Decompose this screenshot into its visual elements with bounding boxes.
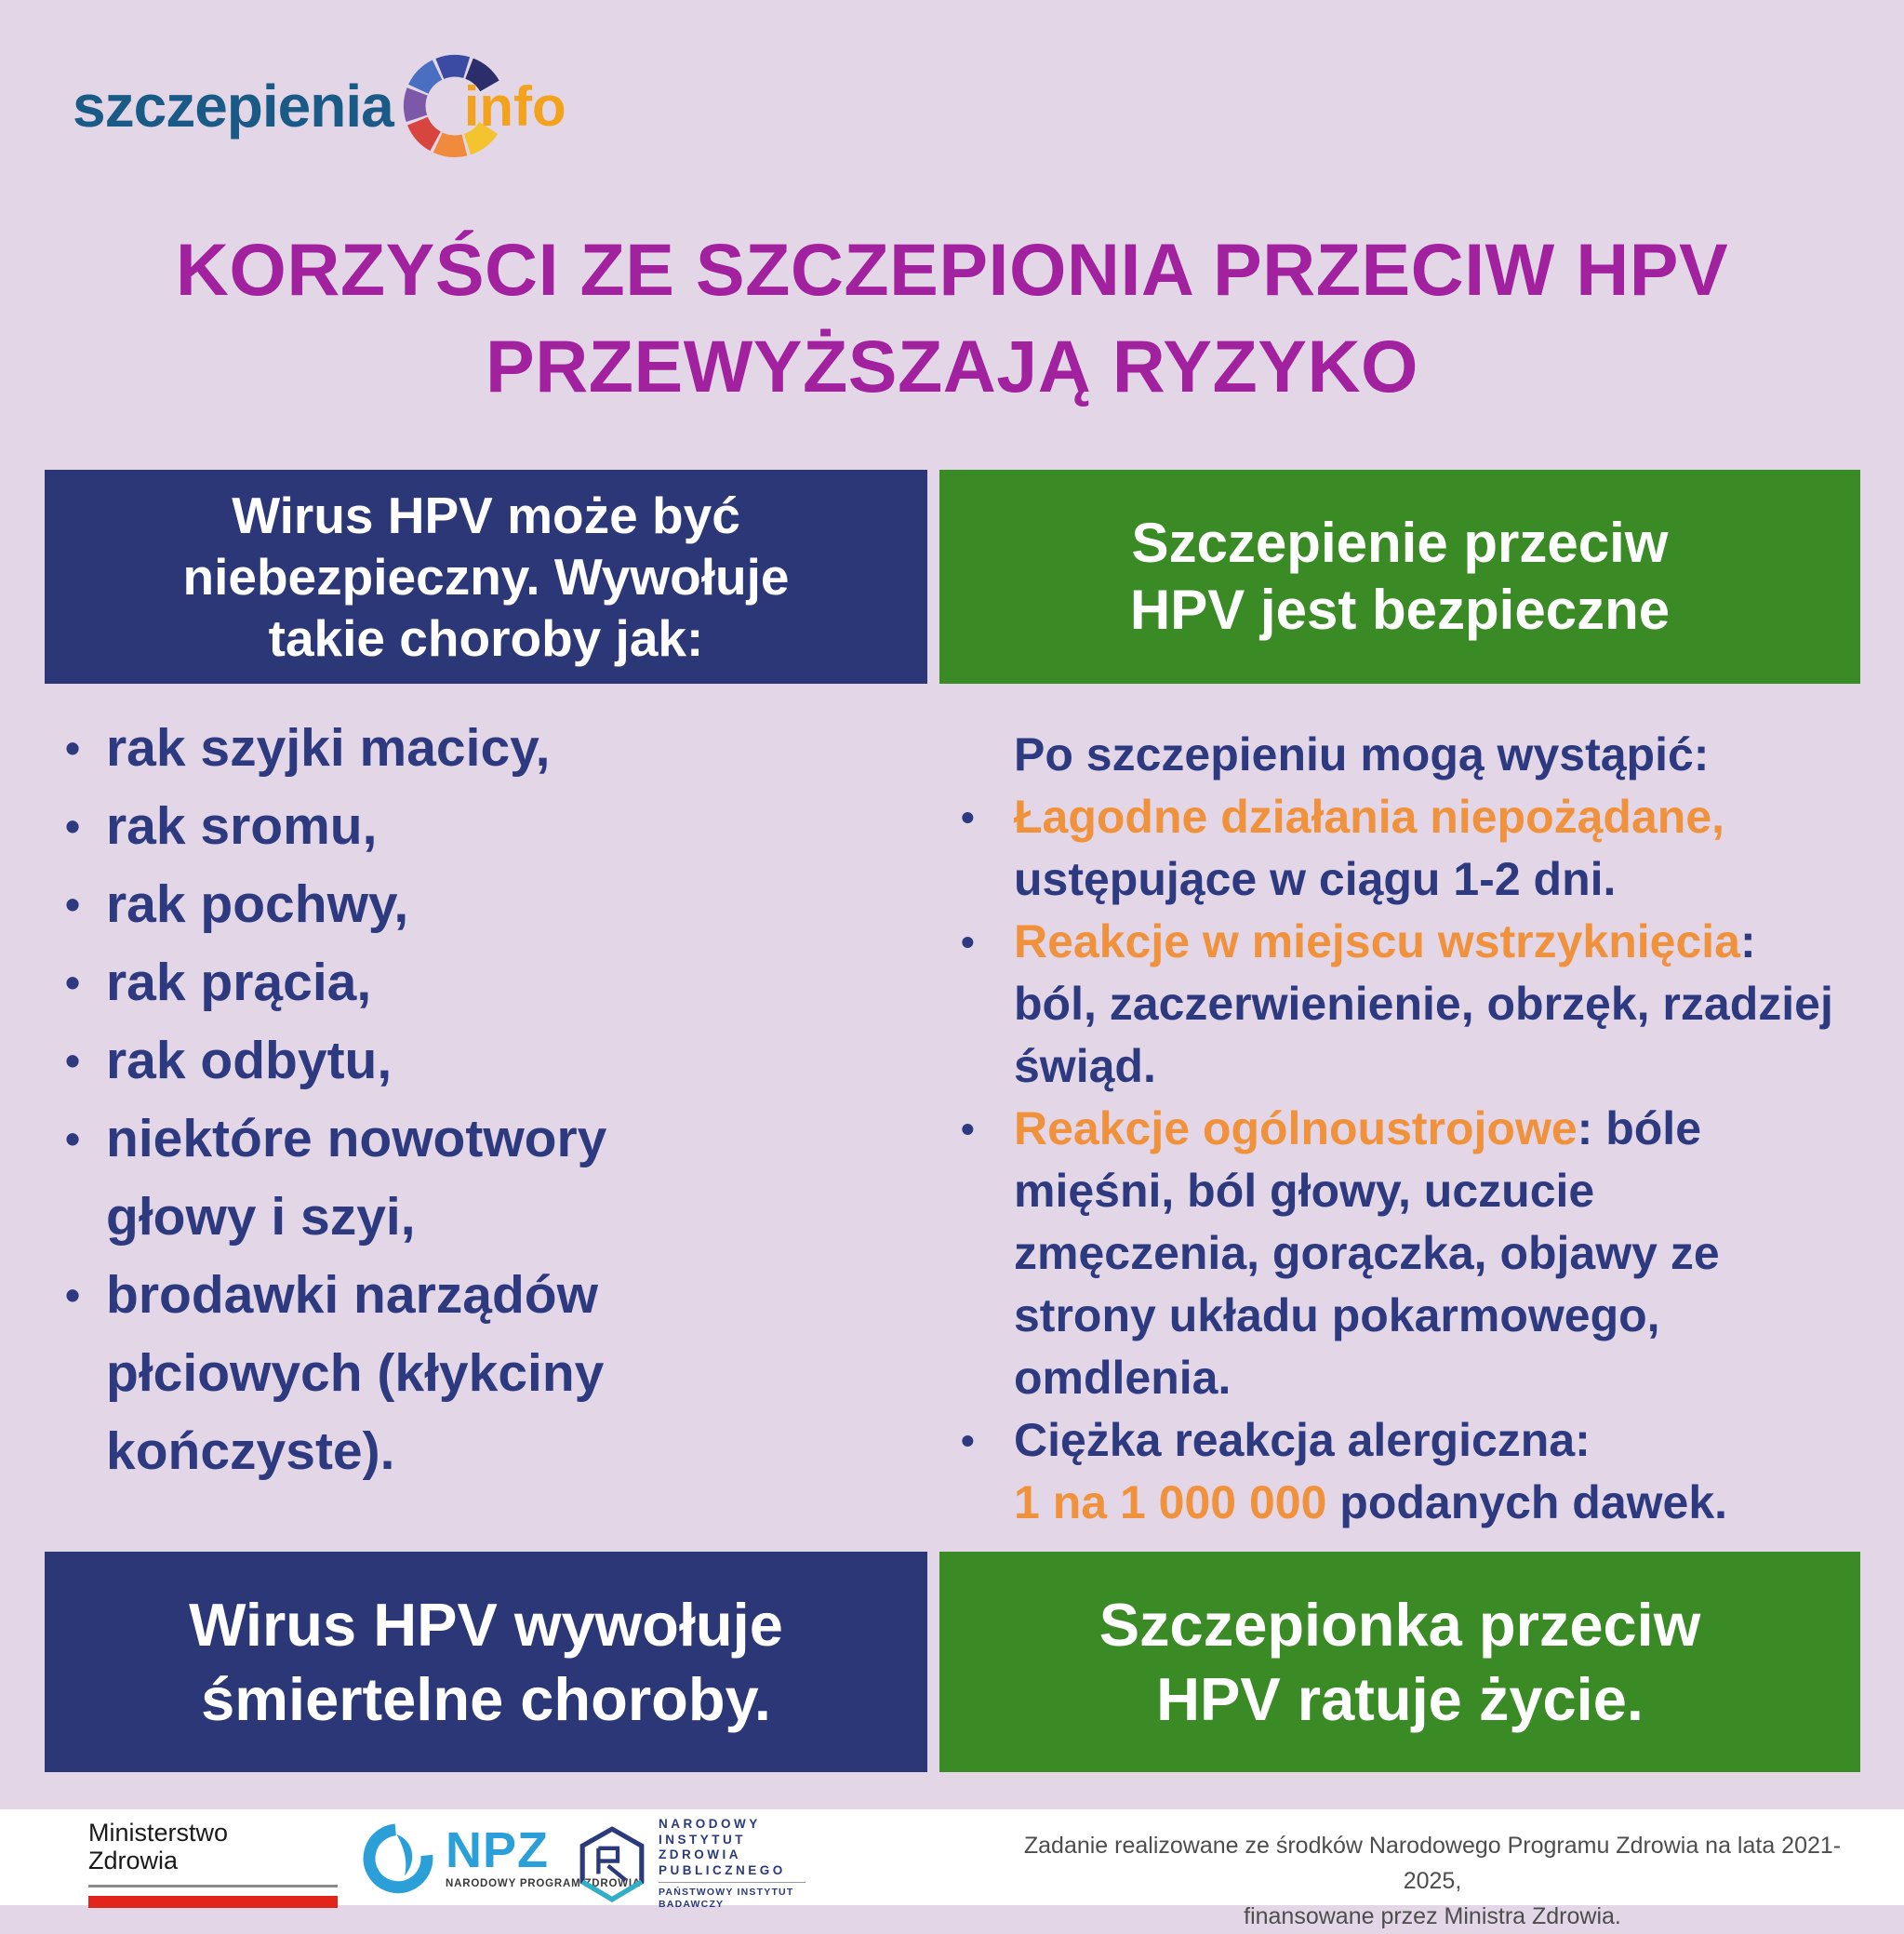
right-bottom-line-1: Szczepionka przeciw bbox=[1098, 1590, 1701, 1659]
pzh-sub-line-2: BADAWCZY bbox=[659, 1899, 725, 1910]
pzh-sub-line-1: PAŃSTWOWY INSTYTUT bbox=[659, 1887, 794, 1898]
pzh-line-2: INSTYTUT bbox=[659, 1832, 746, 1847]
side-effects-intro: Po szczepieniu mogą wystąpić: bbox=[1014, 728, 1710, 780]
body-text: ustępujące w ciągu 1-2 dni. bbox=[1014, 853, 1617, 905]
npz-abbr: NPZ bbox=[446, 1821, 549, 1878]
page-title bbox=[0, 221, 1904, 415]
disease-list bbox=[65, 709, 623, 1490]
brand-suffix: info bbox=[463, 74, 566, 138]
left-bottom-box bbox=[45, 1552, 927, 1772]
body-text: podanych dawek. bbox=[1326, 1476, 1728, 1528]
funding-note-line-2: finansowane przez Ministra Zdrowia. bbox=[1244, 1903, 1621, 1929]
list-item: • brodawki narządów płciowych (kłykciny kończyste). bbox=[65, 1256, 623, 1490]
brand-name: szczepienia bbox=[73, 73, 393, 140]
footer bbox=[0, 1809, 1904, 1929]
list-item: • niektóre nowotwory głowy i szyi, bbox=[65, 1100, 623, 1256]
right-bottom-line-2: HPV ratuje życie. bbox=[1156, 1664, 1644, 1733]
funding-note bbox=[1005, 1828, 1860, 1934]
side-effects-section bbox=[961, 724, 1844, 1534]
ministry-name-line-1: Ministerstwo bbox=[88, 1819, 229, 1847]
pzh-line-4: PUBLICZNEGO bbox=[659, 1862, 786, 1877]
left-header-line-1: Wirus HPV może być bbox=[232, 487, 740, 544]
list-item bbox=[961, 1409, 1844, 1534]
list-item: • rak prącia, bbox=[65, 943, 623, 1021]
highlight-text: Łagodne działania niepożądane, bbox=[1014, 791, 1725, 843]
right-bottom-box bbox=[939, 1552, 1860, 1772]
highlight-text: Reakcje w miejscu wstrzyknięcia bbox=[1014, 915, 1740, 967]
npz-subtitle: NARODOWY PROGRAM ZDROWIA bbox=[446, 1877, 642, 1889]
npz-swirl-icon bbox=[358, 1817, 438, 1897]
funding-note-line-1: Zadanie realizowane ze środków Narodowego Programu Zdrowia na lata 2021-2025, bbox=[1023, 1833, 1842, 1894]
left-header-box bbox=[45, 470, 927, 684]
pzh-divider bbox=[659, 1882, 806, 1883]
left-header-line-3: takie choroby jak: bbox=[268, 609, 704, 667]
list-item bbox=[961, 1098, 1844, 1409]
pzh-line-1: NARODOWY bbox=[659, 1817, 761, 1831]
list-item: • rak pochwy, bbox=[65, 865, 623, 943]
brand-logo bbox=[73, 54, 566, 158]
list-item bbox=[961, 911, 1844, 1098]
pzh-hexagon-icon bbox=[575, 1824, 649, 1904]
right-header-box bbox=[939, 470, 1860, 684]
body-text: ból, zaczerwienienie, obrzęk, rzadziej świąd. bbox=[1014, 978, 1833, 1092]
list-item: • rak sromu, bbox=[65, 787, 623, 865]
highlight-text: 1 na 1 000 000 bbox=[1014, 1476, 1327, 1528]
pzh-logo bbox=[575, 1817, 806, 1911]
right-header-line-1: Szczepienie przeciw bbox=[1131, 512, 1669, 574]
ministry-of-health-logo bbox=[88, 1819, 340, 1908]
pzh-line-3: ZDROWIA bbox=[659, 1847, 741, 1861]
body-text: : bóle mięśni, ból głowy, uczucie zmęczenia, gorączka, objawy ze strony układu pokarmowego, omdlenia. bbox=[1014, 1102, 1720, 1404]
list-item: • rak odbytu, bbox=[65, 1021, 623, 1100]
list-item: • rak szyjki macicy, bbox=[65, 709, 623, 787]
body-text: : bbox=[1739, 915, 1756, 967]
list-item bbox=[961, 786, 1844, 911]
poland-flag-icon bbox=[88, 1885, 338, 1908]
page-title-line-2: PRZEWYŻSZAJĄ RYZYKO bbox=[486, 325, 1418, 407]
left-bottom-line-1: Wirus HPV wywołuje bbox=[189, 1590, 783, 1659]
highlight-text: Reakcje ogólnoustrojowe bbox=[1014, 1102, 1578, 1154]
right-header-line-2: HPV jest bezpieczne bbox=[1129, 579, 1671, 641]
page-title-line-1: KORZYŚCI ZE SZCZEPIONIA PRZECIW HPV bbox=[175, 228, 1729, 311]
left-header-line-2: niebezpieczny. Wywołuje bbox=[182, 548, 790, 606]
left-bottom-line-2: śmiertelne choroby. bbox=[201, 1664, 771, 1733]
body-text: Ciężka reakcja alergiczna: bbox=[1014, 1414, 1591, 1466]
ministry-name-line-2: Zdrowia bbox=[88, 1847, 179, 1874]
